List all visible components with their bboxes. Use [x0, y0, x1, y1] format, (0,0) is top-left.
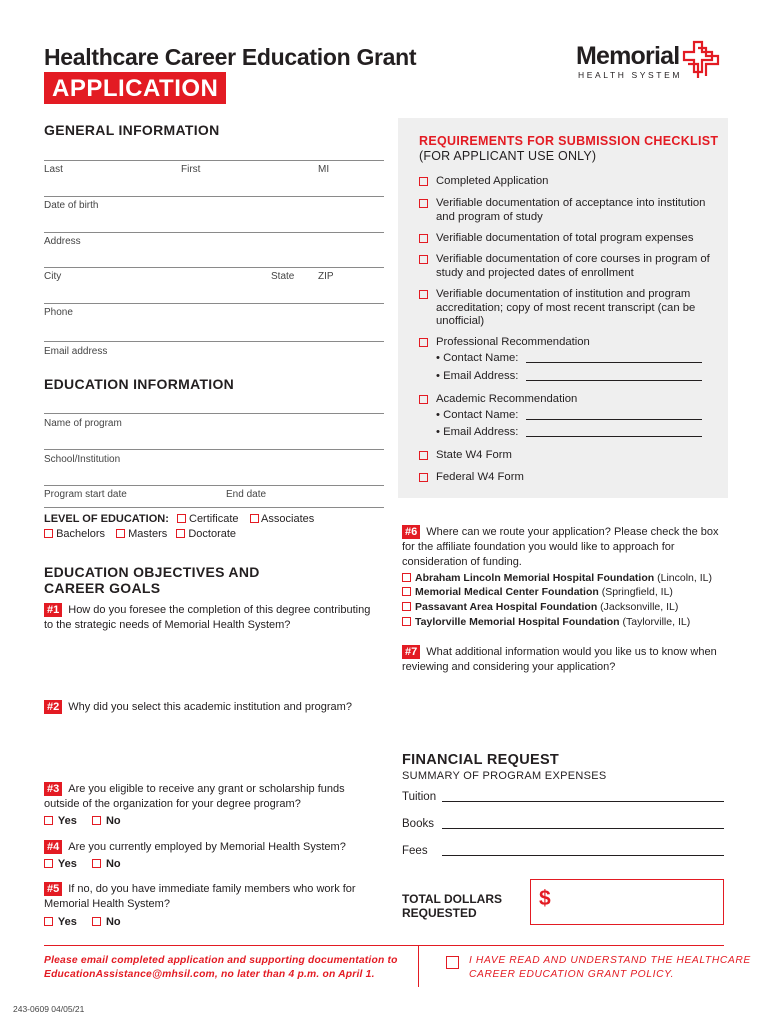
first-name-label: First: [181, 164, 201, 175]
address-label: Address: [44, 236, 81, 247]
start-date-label: Program start date: [44, 489, 127, 500]
program-field-line[interactable]: [44, 449, 384, 450]
school-field-line[interactable]: [44, 485, 384, 486]
associates-label: Associates: [261, 513, 315, 525]
req-item-2: [419, 197, 719, 224]
memorial-cross-logo-icon: [676, 38, 726, 80]
dollar-sign: $: [539, 887, 551, 910]
dates-field-line[interactable]: [44, 507, 384, 508]
education-info-heading: EDUCATION INFORMATION: [44, 376, 235, 392]
policy-agreement-checkbox[interactable]: [446, 956, 459, 969]
prof-contact-row: [436, 352, 716, 366]
foundation-1-city: (Lincoln, IL): [657, 572, 712, 584]
name-line-top: [44, 160, 384, 161]
certificate-checkbox[interactable]: [177, 514, 186, 523]
level-row-1: [44, 512, 314, 527]
q7-badge: #7: [402, 645, 420, 659]
acad-email-label: • Email Address:: [436, 426, 519, 438]
application-banner: APPLICATION: [44, 72, 226, 104]
masters-checkbox[interactable]: [116, 529, 125, 538]
form-title: Healthcare Career Education Grant: [44, 44, 417, 70]
req-9-label: Federal W4 Form: [436, 471, 524, 483]
bachelors-checkbox[interactable]: [44, 529, 53, 538]
acad-contact-row: [436, 409, 716, 423]
req-item-3: [419, 232, 719, 246]
prof-contact-field[interactable]: [526, 362, 702, 363]
q1-text: How do you foresee the completion of this degree contributing to the strategic needs of Memorial Health System?: [44, 604, 371, 631]
prof-email-row: [436, 370, 716, 384]
req-7-checkbox[interactable]: [419, 395, 428, 404]
req-1-label: Completed Application: [436, 175, 549, 187]
question-7: [402, 645, 720, 675]
q4-answers: [44, 858, 133, 870]
req-8-checkbox[interactable]: [419, 451, 428, 460]
city-field-line[interactable]: [44, 303, 384, 304]
books-label: Books: [402, 818, 434, 830]
q3-answers: [44, 815, 133, 827]
dob-label: Date of birth: [44, 200, 99, 211]
last-name-label: Last: [44, 164, 63, 175]
q4-yes-checkbox[interactable]: [44, 859, 53, 868]
doctorate-checkbox[interactable]: [176, 529, 185, 538]
q5-yes-checkbox[interactable]: [44, 917, 53, 926]
q5-no-checkbox[interactable]: [92, 917, 101, 926]
fees-label: Fees: [402, 845, 428, 857]
q4-badge: #4: [44, 840, 62, 854]
policy-statement: [469, 954, 751, 982]
total-label-line2: REQUESTED: [402, 906, 477, 920]
address-field-line[interactable]: [44, 267, 384, 268]
footer-vertical-divider: [418, 945, 419, 987]
tuition-field[interactable]: [442, 801, 724, 802]
submission-note: [44, 954, 398, 982]
req-item-7: [419, 393, 719, 407]
q7-text: What additional information would you like us to know when reviewing and considering your application?: [402, 646, 717, 673]
policy-line2: CAREER EDUCATION GRANT POLICY.: [469, 969, 675, 980]
foundation-4-city: (Taylorville, IL): [622, 616, 691, 628]
total-dollars-label: [402, 892, 502, 920]
objectives-heading-line1: EDUCATION OBJECTIVES AND: [44, 564, 260, 580]
req-4-label: Verifiable documentation of core courses in program of study and projected dates of enrollment: [436, 253, 710, 279]
q5-no-label: No: [105, 916, 121, 928]
acad-contact-label: • Contact Name:: [436, 409, 519, 421]
email-field-line[interactable]: [44, 413, 384, 414]
submission-note-line1: Please email completed application and supporting documentation to: [44, 955, 398, 966]
associates-checkbox[interactable]: [250, 514, 259, 523]
objectives-heading-line2: CAREER GOALS: [44, 580, 161, 596]
level-row-2: [44, 527, 236, 542]
requirements-title-text: REQUIREMENTS FOR SUBMISSION CHECKLIST: [419, 134, 719, 148]
req-1-checkbox[interactable]: [419, 177, 428, 186]
total-label-line1: TOTAL DOLLARS: [402, 892, 502, 906]
zip-label: ZIP: [318, 271, 334, 282]
q4-text: Are you currently employed by Memorial Health System?: [68, 841, 346, 853]
question-2: [44, 700, 384, 715]
q3-yes-label: Yes: [57, 815, 77, 827]
req-item-9: [419, 471, 719, 485]
question-4: [44, 840, 374, 855]
school-label: School/Institution: [44, 454, 121, 465]
foundation-4-name: Taylorville Memorial Hospital Foundation: [415, 616, 620, 628]
req-item-6: [419, 336, 719, 350]
req-5-label: Verifiable documentation of institution and program accreditation; copy of most recent transcript (can be unofficial): [436, 288, 696, 327]
prof-email-field[interactable]: [526, 380, 702, 381]
general-info-heading: GENERAL INFORMATION: [44, 122, 220, 138]
prof-email-label: • Email Address:: [436, 370, 519, 382]
requirements-title: [419, 134, 719, 164]
financial-subheading: SUMMARY OF PROGRAM EXPENSES: [402, 770, 607, 782]
foundation-4: [402, 616, 690, 628]
q5-yes-label: Yes: [57, 916, 77, 928]
foundation-2-checkbox[interactable]: [402, 587, 411, 596]
q4-no-checkbox[interactable]: [92, 859, 101, 868]
question-6: [402, 525, 720, 570]
level-label: LEVEL OF EDUCATION:: [44, 513, 169, 525]
req-8-label: State W4 Form: [436, 449, 512, 461]
foundation-1-checkbox[interactable]: [402, 573, 411, 582]
req-3-checkbox[interactable]: [419, 234, 428, 243]
masters-label: Masters: [128, 528, 168, 540]
q2-text: Why did you select this academic institution and program?: [68, 701, 352, 713]
q3-no-label: No: [105, 815, 121, 827]
objectives-heading: [44, 564, 260, 596]
q5-text: If no, do you have immediate family members who work for Memorial Health System?: [44, 883, 356, 910]
q3-badge: #3: [44, 782, 62, 796]
req-item-1: [419, 175, 719, 189]
email-label: Email address: [44, 346, 108, 357]
prof-contact-label: • Contact Name:: [436, 352, 519, 364]
question-1: [44, 603, 374, 633]
req-item-5: [419, 288, 719, 329]
program-name-label: Name of program: [44, 418, 122, 429]
logo-subtitle: HEALTH SYSTEM: [578, 70, 683, 80]
req-2-checkbox[interactable]: [419, 199, 428, 208]
foundation-3-name: Passavant Area Hospital Foundation: [415, 601, 598, 613]
req-9-checkbox[interactable]: [419, 473, 428, 482]
req-5-checkbox[interactable]: [419, 290, 428, 299]
req-2-label: Verifiable documentation of acceptance into institution and program of study: [436, 197, 706, 223]
req-item-8: [419, 449, 719, 463]
total-dollars-field[interactable]: [530, 879, 724, 925]
q5-answers: [44, 916, 133, 928]
foundation-3-checkbox[interactable]: [402, 602, 411, 611]
foundation-4-checkbox[interactable]: [402, 617, 411, 626]
bachelors-label: Bachelors: [56, 528, 105, 540]
acad-contact-field[interactable]: [526, 419, 702, 420]
dob-field-line[interactable]: [44, 232, 384, 233]
logo-wordmark: Memorial: [576, 42, 680, 70]
requirements-title-note: (FOR APPLICANT USE ONLY): [419, 149, 597, 163]
req-4-checkbox[interactable]: [419, 255, 428, 264]
submission-note-line2: EducationAssistance@mhsil.com, no later than 4 p.m. on April 1.: [44, 969, 375, 980]
foundation-3-city: (Jacksonville, IL): [600, 601, 679, 613]
q4-yes-label: Yes: [57, 858, 77, 870]
q6-badge: #6: [402, 525, 420, 539]
foundation-3: [402, 601, 678, 613]
req-item-4: [419, 253, 719, 280]
question-3: [44, 782, 374, 812]
foundation-2-name: Memorial Medical Center Foundation: [415, 586, 599, 598]
acad-email-field[interactable]: [526, 436, 702, 437]
policy-line1: I HAVE READ AND UNDERSTAND THE HEALTHCARE: [469, 955, 751, 966]
q5-badge: #5: [44, 882, 62, 896]
financial-heading: FINANCIAL REQUEST: [402, 752, 560, 768]
phone-field-line[interactable]: [44, 341, 384, 342]
q1-badge: #1: [44, 603, 62, 617]
books-field[interactable]: [442, 828, 724, 829]
req-6-label: Professional Recommendation: [436, 336, 590, 348]
name-field-line[interactable]: [44, 196, 384, 197]
q3-yes-checkbox[interactable]: [44, 816, 53, 825]
req-7-label: Academic Recommendation: [436, 393, 578, 405]
req-3-label: Verifiable documentation of total program expenses: [436, 232, 694, 244]
foundation-1-name: Abraham Lincoln Memorial Hospital Foundation: [415, 572, 655, 584]
footer-divider: [44, 945, 724, 946]
state-label: State: [271, 271, 295, 282]
acad-email-row: [436, 426, 716, 440]
end-date-label: End date: [226, 489, 267, 500]
q6-text: Where can we route your application? Please check the box for the affiliate foundation you would like to approach for consideration of funding.: [402, 526, 719, 568]
q4-no-label: No: [105, 858, 121, 870]
document-number: 243-0609 04/05/21: [13, 1004, 85, 1014]
foundation-2-city: (Springfield, IL): [601, 586, 673, 598]
foundation-2: [402, 586, 673, 598]
doctorate-label: Doctorate: [188, 528, 237, 540]
mi-label: MI: [318, 164, 330, 175]
fees-field[interactable]: [442, 855, 724, 856]
req-6-checkbox[interactable]: [419, 338, 428, 347]
city-label: City: [44, 271, 62, 282]
tuition-label: Tuition: [402, 791, 437, 803]
q3-text: Are you eligible to receive any grant or scholarship funds outside of the organization for your degree program?: [44, 783, 345, 810]
q3-no-checkbox[interactable]: [92, 816, 101, 825]
certificate-label: Certificate: [189, 513, 239, 525]
question-5: [44, 882, 374, 912]
phone-label: Phone: [44, 307, 73, 318]
foundation-1: [402, 572, 712, 584]
q2-badge: #2: [44, 700, 62, 714]
